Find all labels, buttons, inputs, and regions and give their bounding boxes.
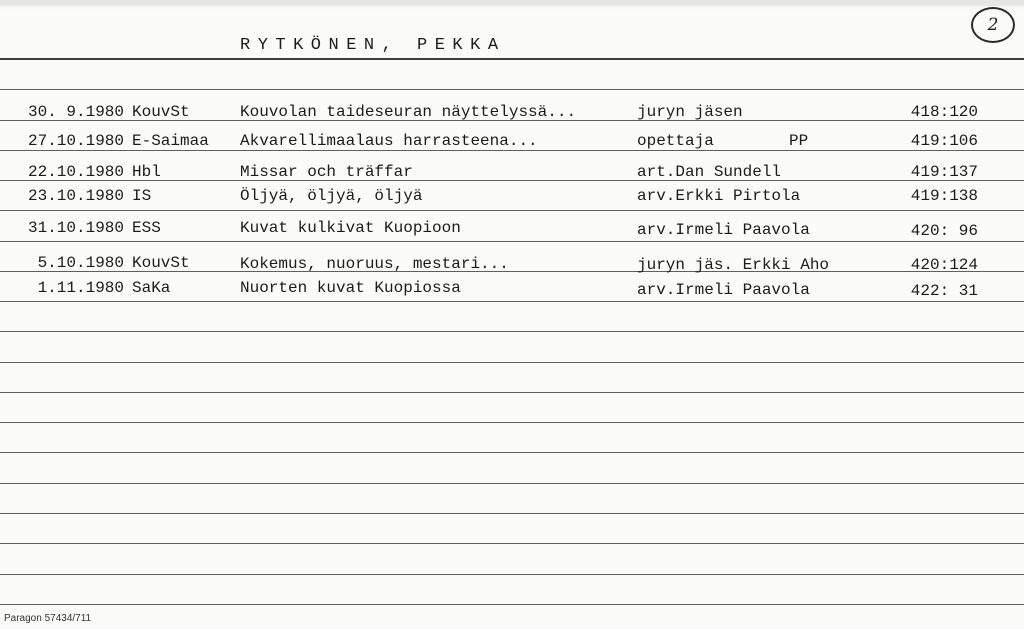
entry-reference: 420: 96 [910,222,978,240]
card-number-circle [971,7,1015,43]
entry-reference: 419:138 [910,187,978,205]
ruled-line [0,452,1024,453]
entry-reference: 418:120 [910,103,978,121]
entry-headline: Kokemus, nuoruus, mestari... [240,255,509,273]
ruled-line [0,362,1024,363]
ruled-line [0,301,1024,302]
entry-reference: 422: 31 [910,282,978,300]
entry-reference: 419:137 [910,163,978,181]
entry-headline: Nuorten kuvat Kuopiossa [240,279,461,297]
entry-headline: Kuvat kulkivat Kuopioon [240,219,461,237]
ruled-line [0,543,1024,544]
ruled-line [0,604,1024,605]
ruled-line [0,574,1024,575]
ruled-line [0,331,1024,332]
card-number: 2 [987,15,999,35]
header-rule [0,58,1024,60]
entry-reference: 420:124 [910,256,978,274]
entry-source: ESS [132,219,161,237]
entry-role: arv.Irmeli Paavola [637,281,810,299]
card-footer-print: Paragon 57434/711 [4,613,92,624]
ruled-line [0,422,1024,423]
ruled-line [0,513,1024,514]
entry-role: arv.Irmeli Paavola [637,221,810,239]
entry-date: 23.10.1980 [27,187,124,205]
entry-role: juryn jäsen [637,103,743,121]
entry-source: Hbl [132,163,161,181]
entry-date: 1.11.1980 [37,279,124,297]
entry-source: E-Saimaa [132,132,209,150]
entry-headline: Kouvolan taideseuran näyttelyssä... [240,103,577,121]
entry-date: 22.10.1980 [27,163,124,181]
entry-headline: Missar och träffar [240,163,413,181]
entry-reference: 419:106 [910,132,978,150]
ruled-line [0,210,1024,211]
entry-headline: Öljyä, öljyä, öljyä [240,187,423,205]
card-top-edge [0,0,1024,6]
entry-role: juryn jäs. Erkki Aho [637,256,830,274]
entry-source: KouvSt [132,254,190,272]
entry-source: IS [132,187,152,205]
ruled-line [0,483,1024,484]
ruled-line [0,392,1024,393]
entry-date: 5.10.1980 [37,254,124,272]
entry-headline: Akvarellimaalaus harrasteena... [240,132,538,150]
entry-role: opettaja [637,132,714,150]
entry-role: art.Dan Sundell [637,163,782,181]
card-title: RYTKÖNEN, PEKKA [240,36,506,55]
entry-source: SaKa [132,279,171,297]
entry-date: 27.10.1980 [27,132,124,150]
entry-date: 31.10.1980 [27,219,124,237]
ruled-line [0,241,1024,242]
entry-role: arv.Erkki Pirtola [637,187,801,205]
entry-date: 30. 9.1980 [27,103,124,121]
ruled-line [0,89,1024,90]
entry-source: KouvSt [132,103,190,121]
entry-initials: PP [789,132,809,150]
